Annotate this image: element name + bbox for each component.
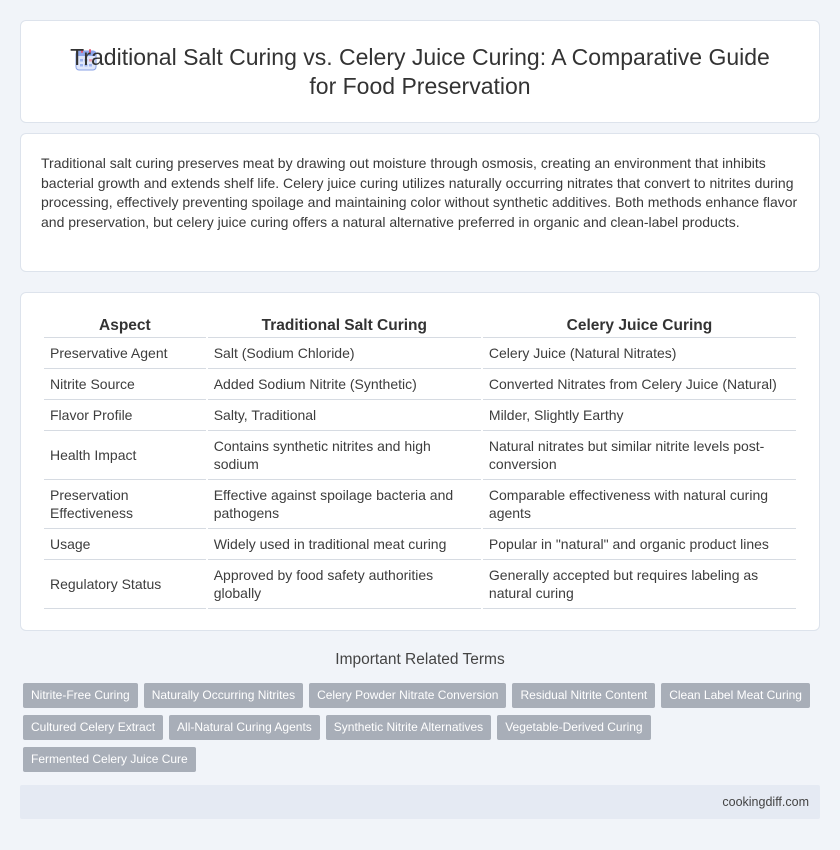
table-cell-aspect: Flavor Profile <box>44 400 206 431</box>
column-header-aspect: Aspect <box>44 315 206 338</box>
table-cell-aspect: Regulatory Status <box>44 560 206 609</box>
intro-paragraph: Traditional salt curing preserves meat by drawing out moisture through osmosis, creating an environment that inhibits bacterial growth and extends shelf life. Celery juice curing utilizes naturally occurring nitrates that convert to nitrites during processing, effectively preventing spoilage and maintaining color without synthetic additives. Both methods enhance flavor and preservation, but celery juice curing offers a natural alternative preferred in organic and clean-label products. <box>41 155 798 230</box>
table-cell-salt: Salt (Sodium Chloride) <box>208 338 481 369</box>
table-cell-salt: Approved by food safety authorities globally <box>208 560 481 609</box>
table-cell-aspect: Usage <box>44 529 206 560</box>
table-cell-celery: Celery Juice (Natural Nitrates) <box>483 338 796 369</box>
related-term-tag[interactable]: Synthetic Nitrite Alternatives <box>326 715 491 740</box>
table-cell-salt: Widely used in traditional meat curing <box>208 529 481 560</box>
table-cell-celery: Milder, Slightly Earthy <box>483 400 796 431</box>
related-term-tag[interactable]: All-Natural Curing Agents <box>169 715 320 740</box>
table-cell-salt: Contains synthetic nitrites and high sodium <box>208 431 481 480</box>
table-cell-celery: Comparable effectiveness with natural curing agents <box>483 480 796 529</box>
table-cell-salt: Added Sodium Nitrite (Synthetic) <box>208 369 481 400</box>
table-cell-salt: Effective against spoilage bacteria and pathogens <box>208 480 481 529</box>
related-terms-title: Important Related Terms <box>335 651 505 668</box>
table-row <box>44 560 796 609</box>
column-header-salt-curing: Traditional Salt Curing <box>208 315 481 338</box>
footer <box>20 785 820 819</box>
table-row <box>44 529 796 560</box>
table-row <box>44 431 796 480</box>
comparison-table-card <box>20 292 820 631</box>
related-term-tag[interactable]: Cultured Celery Extract <box>23 715 163 740</box>
footer-site-link[interactable]: cookingdiff.com <box>722 795 809 809</box>
related-term-tag[interactable]: Celery Powder Nitrate Conversion <box>309 683 506 708</box>
table-header-row <box>44 315 796 338</box>
table-row <box>44 480 796 529</box>
table-cell-aspect: Preservation Effectiveness <box>44 480 206 529</box>
table-row <box>44 338 796 369</box>
table-cell-aspect: Health Impact <box>44 431 206 480</box>
intro-card <box>20 133 820 272</box>
table-row <box>44 400 796 431</box>
table-cell-celery: Converted Nitrates from Celery Juice (Natural) <box>483 369 796 400</box>
table-cell-aspect: Preservative Agent <box>44 338 206 369</box>
table-row <box>44 369 796 400</box>
table-cell-aspect: Nitrite Source <box>44 369 206 400</box>
related-term-tag[interactable]: Nitrite-Free Curing <box>23 683 138 708</box>
comparison-table <box>42 315 798 609</box>
related-terms-list <box>23 683 823 779</box>
related-term-tag[interactable]: Fermented Celery Juice Cure <box>23 747 196 772</box>
page-title: Traditional Salt Curing vs. Celery Juice Curing: A Comparative Guide for Food Preservation <box>70 43 770 99</box>
column-header-celery-curing: Celery Juice Curing <box>483 315 796 338</box>
table-cell-celery: Popular in "natural" and organic product lines <box>483 529 796 560</box>
related-term-tag[interactable]: Naturally Occurring Nitrites <box>144 683 303 708</box>
table-cell-salt: Salty, Traditional <box>208 400 481 431</box>
header-card <box>20 20 820 123</box>
related-term-tag[interactable]: Residual Nitrite Content <box>512 683 655 708</box>
related-term-tag[interactable]: Clean Label Meat Curing <box>661 683 810 708</box>
table-cell-celery: Natural nitrates but similar nitrite levels post-conversion <box>483 431 796 480</box>
table-cell-celery: Generally accepted but requires labeling as natural curing <box>483 560 796 609</box>
related-term-tag[interactable]: Vegetable-Derived Curing <box>497 715 650 740</box>
